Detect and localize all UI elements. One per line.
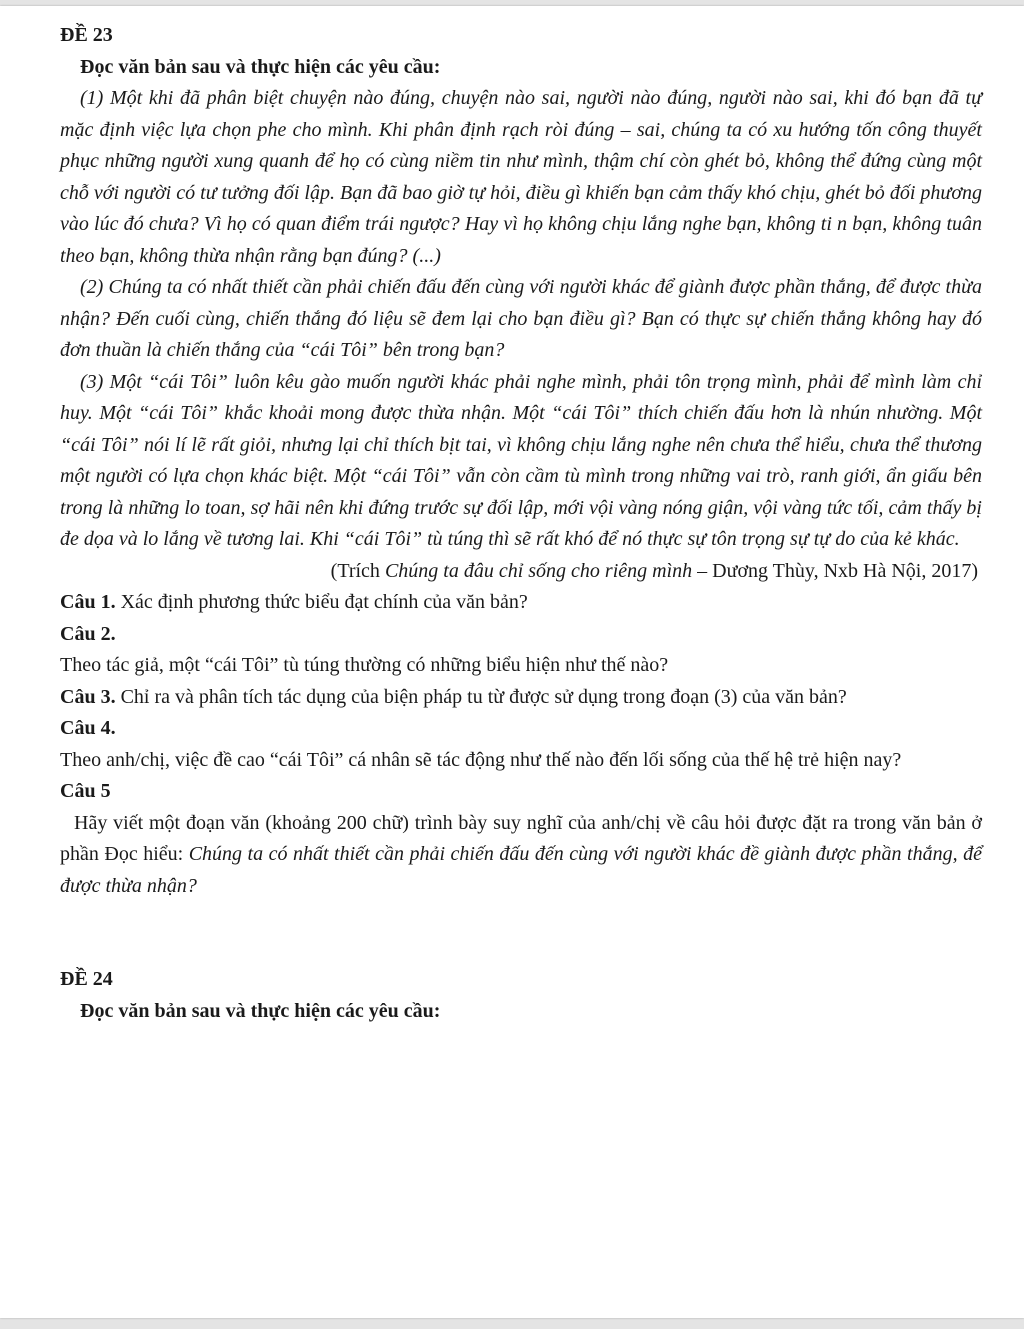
question-5-text	[60, 808, 982, 903]
reading-passage	[60, 83, 982, 556]
question-4-text: Theo anh/chị, việc đề cao “cái Tôi” cá nhân sẽ tác động như thế nào đến lối sống của thế hệ trẻ hiện nay?	[60, 748, 902, 771]
section-gap	[60, 902, 982, 964]
question-1	[60, 587, 982, 619]
question-4-label: Câu 4.	[60, 717, 116, 739]
questions	[60, 587, 982, 902]
question-2-label: Câu 2.	[60, 622, 116, 645]
exam-title-2: ĐỀ 24	[60, 968, 113, 990]
source-prefix: (Trích	[330, 559, 385, 582]
passage-paragraph-1: (1) Một khi đã phân biệt chuyện nào đúng, chuyện nào sai, người nào đúng, người nào sai, khi đó bạn đã tự mặc định việc lựa chọn phe cho mình. Khi phân định rạch ròi đúng – sai, chúng ta có xu hướng tốn công thuyết phục những người xung quanh để họ có cùng niềm tin như mình, thậm chí còn ghét bỏ, không thể đứng cùng một chỗ với người có tư tưởng đối lập. Bạn đã bao giờ tự hỏi, điều gì khiến bạn cảm thấy khó chịu, ghét bỏ đối phương vào lúc đó chưa? Vì họ có quan điểm trái ngược? Hay vì họ không chịu lắng nghe bạn, không ti n bạn, không tuân theo bạn, không thừa nhận rằng bạn đúng? (...)	[60, 87, 982, 267]
essay-prompt: Hãy viết một đoạn văn (khoảng 200 chữ) trình bày suy nghĩ của anh/chị về câu hỏi được đặt ra trong văn bản ở phần Đọc hiểu:	[60, 811, 982, 865]
question-2-text: Theo tác giả, một “cái Tôi” tù túng thường có những biểu hiện như thế nào?	[60, 654, 669, 676]
passage-paragraph-3: (3) Một “cái Tôi” luôn kêu gào muốn người khác phải nghe mình, phải tôn trọng mình, phải để mình làm chỉ huy. Một “cái Tôi” khắc khoải mong được thừa nhận. Một “cái Tôi” thích chiến đấu hơn là nhún nhường. Một “cái Tôi” nói lí lẽ rất giỏi, nhưng lại chỉ thích bịt tai, vì không chịu lắng nghe nên chưa thể hiểu, chưa thể thương một người có lựa chọn khác biệt. Một “cái Tôi” vẫn còn cầm tù mình trong những vai trò, ranh giới, ẩn giấu bên trong là những lo toan, sợ hãi nên khi đứng trước sự đối lập, mới vội vàng nóng giận, vội vàng tức tối, cảm thấy bị đe dọa và lo lắng về tương lai. Khi “cái Tôi” tù túng thì sẽ rất khó để nó thực sự tôn trọng sự tự do của kẻ khác.	[60, 370, 982, 550]
question-label: Câu 1.	[60, 591, 116, 613]
question-text: Xác định phương thức biểu đạt chính của văn bản?	[115, 591, 528, 613]
document-content	[60, 20, 982, 1027]
question-label: Câu 3.	[60, 685, 116, 708]
question-5-label: Câu 5	[60, 780, 111, 802]
question-3	[60, 682, 982, 714]
passage-paragraph-2: (2) Chúng ta có nhất thiết cần phải chiến đấu đến cùng với người khác để giành được phần thắng, để được thừa nhận? Đến cuối cùng, chiến thắng đó liệu sẽ đem lại cho bạn điều gì? Bạn có thực sự chiến thắng không hay đó đơn thuần là chiến thắng của “cái Tôi” bên trong bạn?	[60, 276, 982, 361]
source-suffix: – Dương Thùy, Nxb Hà Nội, 2017)	[692, 559, 978, 582]
question-text: Chỉ ra và phân tích tác dụng của biện pháp tu từ được sử dụng trong đoạn (3) của văn bản?	[115, 685, 847, 708]
document-page	[0, 6, 1024, 1318]
exam-instruction-2: Đọc văn bản sau và thực hiện các yêu cầu:	[80, 999, 441, 1022]
source-title: Chúng ta đâu chỉ sống cho riêng mình	[384, 559, 693, 582]
essay-question: Chúng ta có nhất thiết cần phải chiến đấu đến cùng với người khác đề giành được phần thắng, để được thừa nhận?	[60, 843, 982, 897]
exam-title: ĐỀ 23	[60, 24, 113, 46]
passage-source	[60, 556, 982, 588]
exam-instruction: Đọc văn bản sau và thực hiện các yêu cầu:	[80, 55, 441, 78]
